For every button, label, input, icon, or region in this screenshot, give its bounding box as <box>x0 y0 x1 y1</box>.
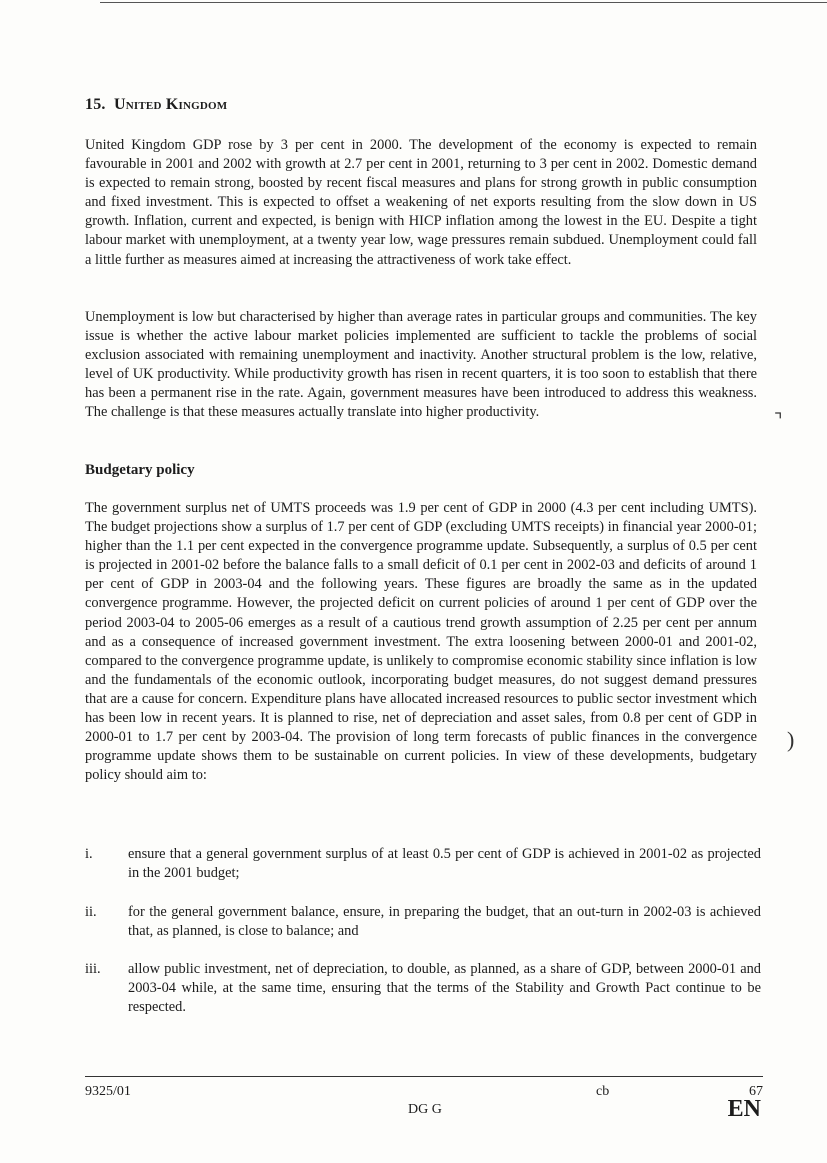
footer-language: EN <box>727 1096 761 1122</box>
top-rule <box>100 2 827 3</box>
list-item-text: allow public investment, net of depreciation, to double, as planned, as a share of GDP, between 2000-01 and 2003-04 while, at the same time, ensuring that the terms of the Stability and Growth Pact continue to be respected. <box>128 961 761 1016</box>
list-item-number: i. <box>85 846 93 862</box>
paragraph-intro: United Kingdom GDP rose by 3 per cent in 2000. The development of the economy is expected to remain favourable in 2001 and 2002 with growth at 2.7 per cent in 2001, returning to 3 per cent in 2002. Domestic demand is expected to remain strong, boosted by recent fiscal measures and plans for strong growth in public consumption and fixed investment. This is expected to offset a weakening of net exports resulting from the slow down in US growth. Inflation, current and expected, is benign with HICP inflation among the lowest in the EU. Despite a tight labour market with unemployment, at a twenty year low, wage pressures remain subdued. Unemployment could fall a little further as measures aimed at increasing the attractiveness of work take effect. <box>85 137 757 268</box>
budgetary-policy-heading: Budgetary policy <box>85 462 195 478</box>
footer-doc-number: 9325/01 <box>85 1084 131 1099</box>
section-number: 15. <box>85 96 106 113</box>
footer-initials: cb <box>596 1084 610 1099</box>
list-item <box>85 845 761 883</box>
margin-mark: ) <box>787 727 795 752</box>
footer-page-number: 67 <box>749 1084 763 1099</box>
list-item <box>85 903 761 941</box>
section-title <box>85 96 227 114</box>
list-item-text: ensure that a general government surplus of at least 0.5 per cent of GDP is achieved in 2001-02 as projected in the 2001 budget; <box>128 846 761 882</box>
paragraph-unemployment: Unemployment is low but characterised by higher than average rates in particular groups and communities. The key issue is whether the active labour market policies implemented are sufficient to tackle the problems of social exclusion associated with remaining unemployment and inactivity. Another structural problem is the low, relative, level of UK productivity. While productivity growth has risen in recent quarters, it is too soon to establish that there has been a permanent rise in the rate. Again, government measures have been introduced to address this weakness. The challenge is that these measures actually translate into higher productivity. <box>85 309 757 421</box>
list-item <box>85 960 761 1017</box>
margin-mark: ⌝ <box>774 410 783 430</box>
list-item-number: ii. <box>85 904 97 920</box>
paragraph-budget: The government surplus net of UMTS proceeds was 1.9 per cent of GDP in 2000 (4.3 per cent including UMTS). The budget projections show a surplus of 1.7 per cent of GDP (excluding UMTS receipts) in financial year 2000-01; higher than the 1.1 per cent expected in the convergence programme update. Subsequently, a surplus of 0.5 per cent is projected in 2001-02 before the balance falls to a small deficit of 0.1 per cent in 2002-03 and deficits of around 1 per cent of GDP in 2003-04 and the following years. These figures are broadly the same as in the updated convergence programme. However, the projected deficit on current policies of around 1 per cent of GDP over the period 2003-04 to 2005-06 emerges as a result of a cautious trend growth assumption of 2.25 per cent per annum and as a consequence of increased government investment. The extra loosening between 2000-01 and 2001-02, compared to the convergence programme update, is unlikely to compromise economic stability since inflation is low and the fundamentals of the economic outlook, incorporating budget measures, do not suggest demand pressures that are a cause for concern. Expenditure plans have allocated increased resources to public sector investment which has been low in recent years. It is planned to rise, net of depreciation and asset sales, from 0.8 per cent of GDP in 2000-01 to 1.7 per cent by 2003-04. The provision of long term forecasts of public finances in the convergence programme update shows them to be sustainable on current policies. In view of these developments, budgetary policy should aim to: <box>85 500 757 784</box>
section-name: United Kingdom <box>114 96 228 113</box>
list-item-number: iii. <box>85 961 101 977</box>
footer-rule <box>85 1076 763 1077</box>
list-item-text: for the general government balance, ensure, in preparing the budget, that an out-turn in 2002-03 is achieved that, as planned, is close to balance; and <box>128 904 761 940</box>
footer-directorate: DG G <box>408 1102 442 1117</box>
